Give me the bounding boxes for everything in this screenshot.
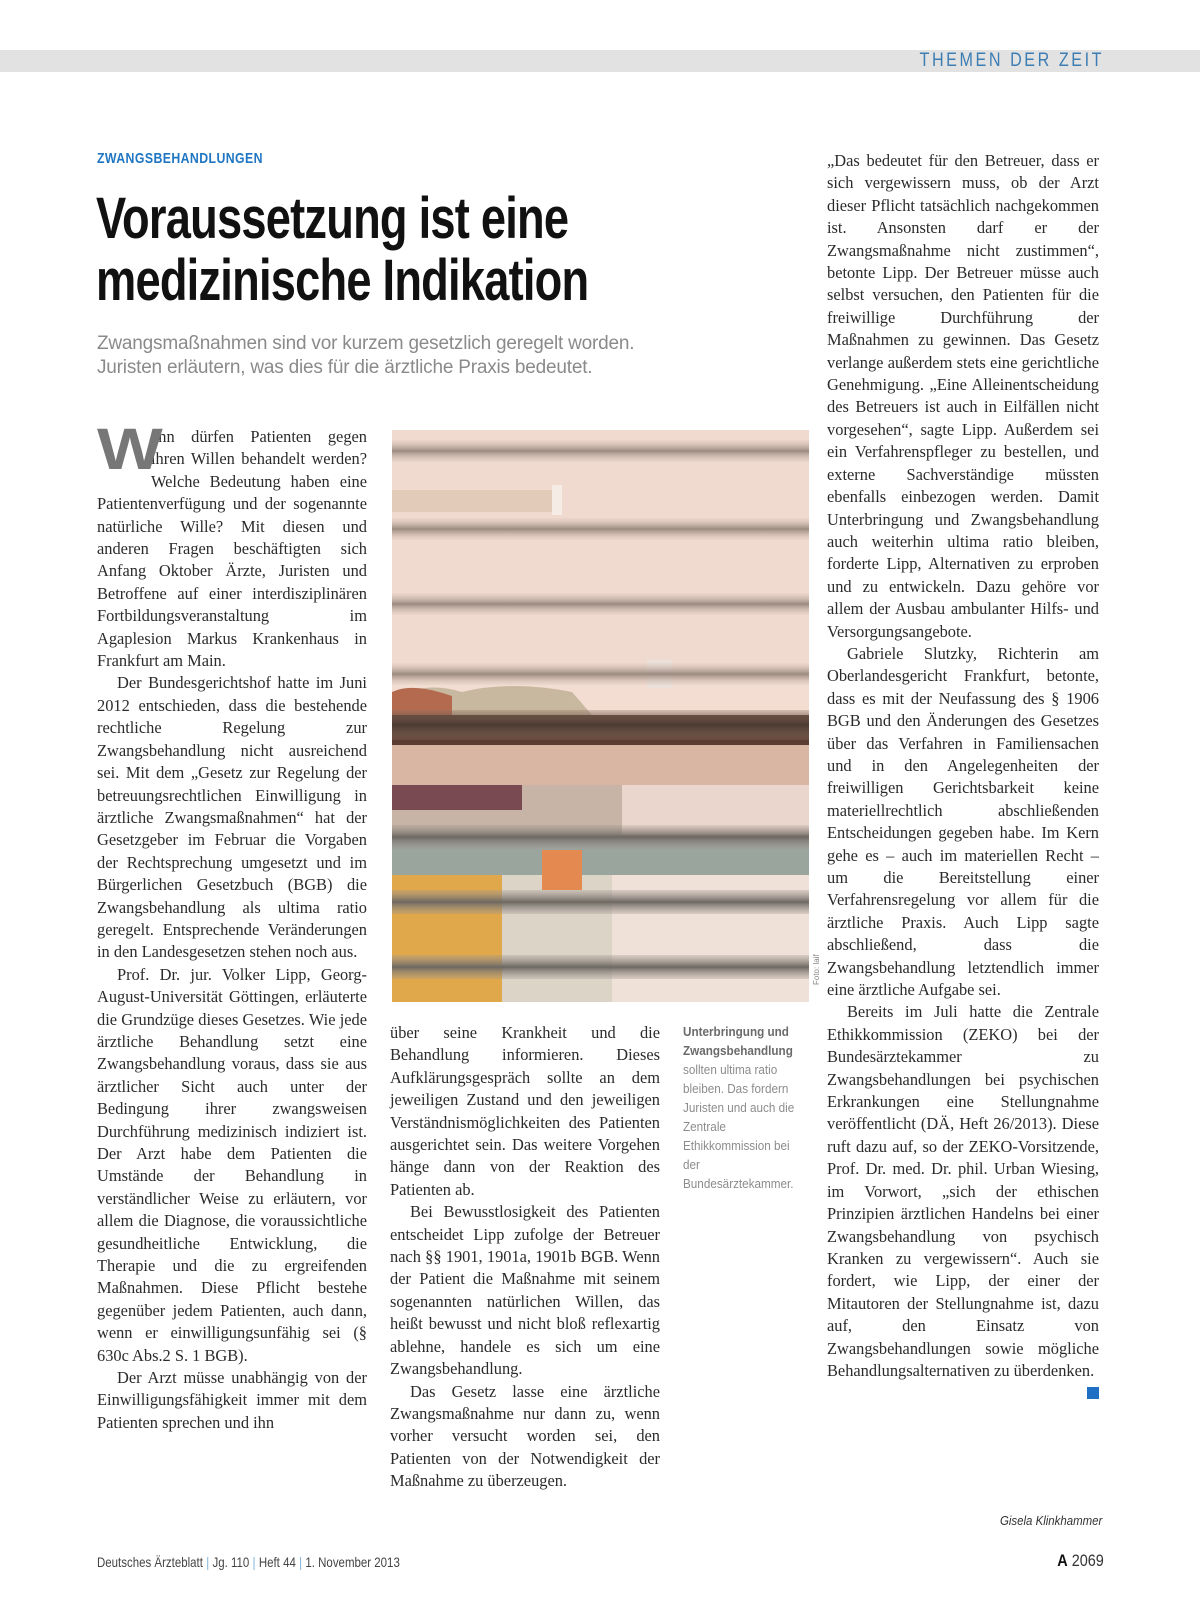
paragraph: über seine Krankheit und die Behandlung informieren. Dieses Aufklärungsgespräch sollte an dem jeweiligen Zustand und den jeweiligen Verständnismöglichkeiten des Patienten ausgerichtet sein. Das weitere Vorgehen hänge dann von der Reaktion des Patienten ab.	[390, 1023, 660, 1199]
photo-credit: Foto: laif	[812, 954, 821, 985]
headline-line-2: medizinische Indikation	[96, 248, 589, 313]
article-kicker: ZWANGSBEHANDLUNGEN	[97, 150, 263, 167]
page-footer	[97, 1554, 400, 1570]
paragraph: Prof. Dr. jur. Volker Lipp, Georg-August-Universität Göttingen, erläuterte die Grundzüge dieses Gesetzes. Wie jede ärztliche Behandlung setzt eine Zwangsbehandlung voraus, dass sie aus ärztlicher Sicht auch unter der Bedingung ihrer zwangsweisen Durchführung medizinisch indiziert ist. Der Arzt habe dem Patienten die Umstände der Behandlung in verständlicher Weise zu erläutern, vor allem die Diagnose, die voraussichtliche gesundheitliche Entwicklung, die Therapie und die zu ergreifenden Maßnahmen. Diese Pflicht bestehe gegenüber jedem Patienten, auch dann, wenn er einwilligungsunfähig sei (§ 630c Abs.2 S. 1 BGB).	[97, 964, 367, 1365]
photo-image	[392, 430, 809, 1002]
section-label: THEMEN DER ZEIT	[919, 50, 1104, 71]
volume: Jg. 110	[212, 1554, 250, 1570]
caption-lead: Unterbringung und Zwangsbehandlung	[683, 1024, 793, 1058]
paragraph: W ann dürfen Patienten gegen ihren Willen behandelt werden? Welche Bedeutung haben eine Patientenverfügung und der sogenannte natürliche Wille? Mit diesen und anderen Fragen beschäftigten sich Anfang Oktober Ärzte, Juristen und Betroffene auf einer interdisziplinären Fortbildungsveranstaltung im Agaplesion Markus Krankenhaus in Frankfurt am Main.	[97, 417, 367, 671]
text-column-1	[97, 417, 367, 1434]
deck-line-1: Zwangsmaßnahmen sind vor kurzem gesetzlich geregelt worden.	[97, 333, 635, 354]
caption-text: sollten ultima ratio bleiben. Das fordern Juristen und auch die Zentrale Ethikkommission bei der Bundesärztekammer.	[683, 1062, 795, 1191]
paragraph: „Das bedeutet für den Betreuer, dass er sich vergewissern muss, ob der Arzt dieser Pflicht tatsächlich nachgekommen ist. Ansonsten darf er der Zwangsmaßnahme nicht zustimmen“, betonte Lipp. Der Betreuer müsse auch selbst versuchen, den Patienten für die freiwillige Durchführung der Maßnahmen zu gewinnen. Das Gesetz verlange außerdem stets eine gerichtliche Genehmigung. „Eine Alleinentscheidung des Betreuers ist auch in Eilfällen nicht vorgesehen“, sagte Lipp. Außerdem sei ein Verfahrenspfleger zu bestellen, und externe Sachverständige müssten ebenfalls einbezogen werden. Damit Unterbringung und Zwangsbehandlung auch weiterhin ultima ratio bleiben, forderte Lipp, Alternativen zu erproben und zu entwickeln. Dazu gehöre vor allem der Ausbau ambulanter Hilfs- und Versorgungsangebote.	[827, 151, 1099, 641]
text-column-2	[390, 1022, 660, 1493]
drop-cap: W	[97, 417, 163, 482]
deck-line-2: Juristen erläutern, was dies für die ärztliche Praxis bedeutet.	[97, 357, 593, 378]
issue-date: 1. November 2013	[305, 1554, 400, 1570]
article-headline	[96, 188, 642, 312]
publication-name: Deutsches Ärzteblatt	[97, 1554, 203, 1570]
article-deck	[97, 332, 797, 380]
author-byline: Gisela Klinkhammer	[999, 1513, 1102, 1528]
page-number	[1057, 1551, 1104, 1571]
article-photo	[392, 430, 809, 1002]
paragraph: Der Arzt müsse unabhängig von der Einwilligungsfähigkeit immer mit dem Patienten sprechen und ihn	[97, 1368, 367, 1432]
paragraph: Bei Bewusstlosigkeit des Patienten entscheidet Lipp zufolge der Betreuer nach §§ 1901, 1901a, 1901b BGB. Wenn der Patient die Maßnahme mit seinem sogenannten natürlichen Willen, das heißt bewusst und nicht bloß reflexartig ablehne, handele es sich um eine Zwangsbehandlung.	[390, 1202, 660, 1379]
paragraph: Das Gesetz lasse eine ärztliche Zwangsmaßnahme nur dann zu, wenn vorher versucht worden sei, den Patienten von der Notwendigkeit der Maßnahme zu überzeugen.	[390, 1381, 660, 1491]
separator: |	[252, 1554, 256, 1570]
issue: Heft 44	[258, 1554, 296, 1570]
separator: |	[299, 1554, 303, 1570]
page-number-value: 2069	[1071, 1551, 1104, 1570]
separator: |	[206, 1554, 210, 1570]
paragraph: Bereits im Juli hatte die Zentrale Ethikkommission (ZEKO) bei der Bundesärztekammer zu Zwangsbehandlungen bei psychischen Erkrankungen eine Stellungnahme veröffentlicht (DÄ, Heft 26/2013). Diese ruft dazu auf, so der ZEKO-Vorsitzende, Prof. Dr. med. Dr. phil. Urban Wiesing, im Vorwort, „sich der ethischen Prinzipien ärztlichen Handelns bei einer Zwangsbehandlung von psychisch Kranken zu vergewissern“. Auch sie fordert, wie Lipp, der einer der Mitautoren der Stellungnahme ist, dazu auf, den Einsatz von Zwangsbehandlungen sowie mögliche Behandlungsalternativen zu überdenken.	[827, 1001, 1099, 1382]
photo-caption	[683, 1022, 809, 1193]
paragraph: Der Bundesgerichtshof hatte im Juni 2012 entschieden, dass die bestehende rechtliche Regelung zur Zwangsbehandlung nicht ausreichend sei. Mit dem „Gesetz zur Regelung der betreuungsrechtlichen Einwilligung in ärztliche Zwangsmaßnahmen“ hat der Gesetzgeber im Februar die Vorgaben der Rechtsprechung umgesetzt und im Bürgerlichen Gesetzbuch (BGB) die Zwangsbehandlung als ultima ratio geregelt. Entsprechende Veränderungen in den Landesgesetzen stehen noch aus.	[97, 673, 367, 962]
end-mark-icon	[1087, 1387, 1099, 1399]
headline-line-1: Voraussetzung ist eine	[96, 186, 569, 251]
page-prefix: A	[1057, 1551, 1068, 1570]
paragraph: Gabriele Slutzky, Richterin am Oberlandesgericht Frankfurt, betonte, dass es mit der Neufassung des § 1906 BGB und den Änderungen des Gesetzes über das Verfahren in Familiensachen und in den Angelegenheiten der freiwilligen Gerichtsbarkeit keine materiellrechtlich abschließenden Entscheidungen gegeben habe. Im Kern gehe es – auch im materiellen Recht – um die Bereitstellung einer Verfahrensregelung vor allem für die ärztliche Praxis. Auch Lipp sagte abschließend, dass die Zwangsbehandlung letztendlich immer eine ärztliche Aufgabe sei.	[827, 643, 1099, 1000]
text-column-3	[827, 150, 1099, 1399]
